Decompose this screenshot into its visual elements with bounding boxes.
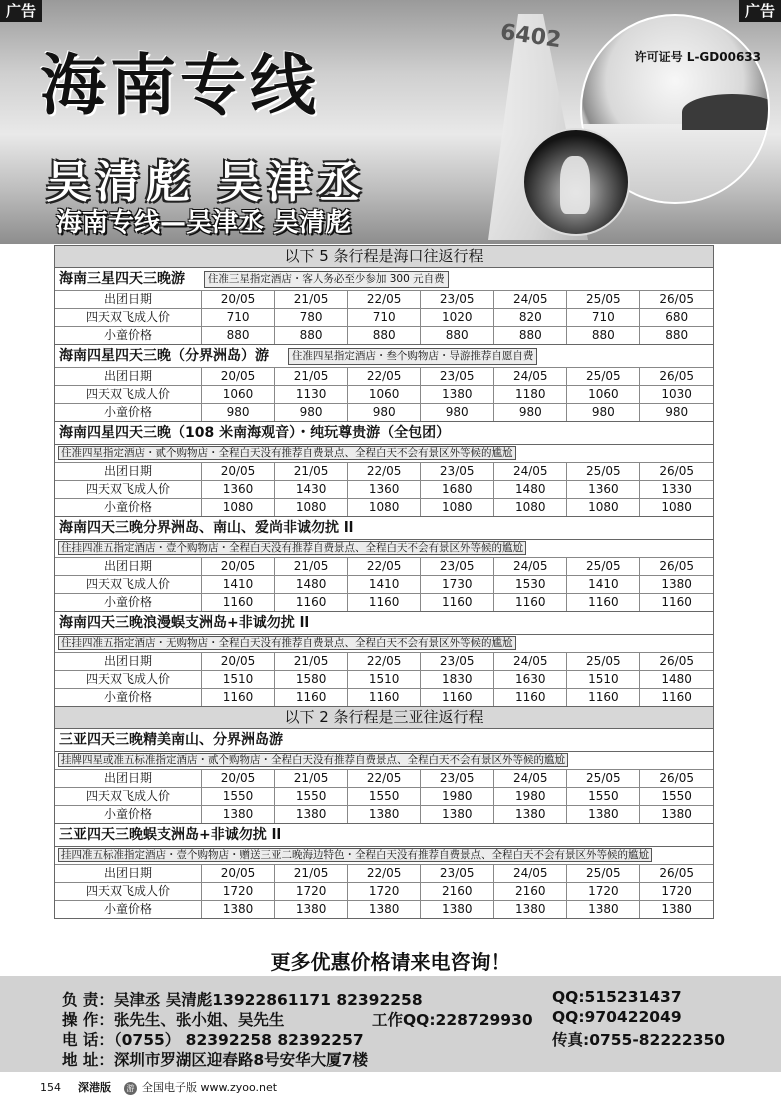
price-cell: 1160 [348,594,421,612]
price-cell: 1410 [202,576,275,594]
row-label: 出团日期 [55,865,202,883]
price-cell: 1380 [348,806,421,824]
price-cell: 1160 [421,689,494,707]
price-cell: 1160 [640,594,713,612]
route-block [55,344,713,421]
date-cell: 25/05 [567,770,640,788]
date-cell: 26/05 [640,463,713,481]
date-cell: 25/05 [567,463,640,481]
price-cell: 1380 [567,901,640,919]
date-cell: 21/05 [275,558,348,576]
contact-qq-2: QQ:970422049 [552,1008,682,1026]
page-title: 海南专线 [40,46,320,124]
price-cell: 1160 [567,689,640,707]
row-label: 小童价格 [55,404,202,422]
route-block [55,729,713,823]
child-row [55,806,713,824]
price-cell: 980 [640,404,713,422]
price-cell: 1510 [348,671,421,689]
date-row [55,463,713,481]
price-cell: 980 [275,404,348,422]
child-row [55,327,713,345]
date-cell: 20/05 [202,368,275,386]
date-row [55,653,713,671]
contact-fax: 传真:0755-82222350 [552,1031,726,1049]
date-cell: 21/05 [275,368,348,386]
contact-work-qq: 工作QQ:228729930 [372,1011,533,1029]
route-title: 海南四星四天三晚（108 米南海观音）・纯玩尊贵游（全包团） [59,425,451,441]
price-cell: 2160 [494,883,567,901]
route-note: 住挂四准五指定酒店・无购物店・全程白天没有推荐自费景点、全程白天不会有景区外等候的尴尬 [58,636,516,650]
route-note: 住挂四准五指定酒店・壹个购物店・全程白天没有推荐自费景点、全程白天不会有景区外等候的尴尬 [58,541,526,555]
price-cell: 1530 [494,576,567,594]
ad-label-right: 广告 [739,0,781,22]
date-row [55,291,713,309]
row-label: 出团日期 [55,770,202,788]
row-label: 出团日期 [55,368,202,386]
price-cell: 1020 [421,309,494,327]
date-cell: 21/05 [275,653,348,671]
price-cell: 1550 [348,788,421,806]
row-label: 四天双飞成人价 [55,576,202,594]
page-footer [0,1076,781,1100]
row-label: 四天双飞成人价 [55,386,202,404]
price-cell: 1160 [421,594,494,612]
statue-figure [560,156,590,214]
route-price-grid [55,769,713,823]
price-cell: 1080 [202,499,275,517]
route-title: 海南四天三晚浪漫蜈支洲岛+非诚勿扰 ll [59,615,310,631]
date-cell: 23/05 [421,865,494,883]
date-cell: 24/05 [494,770,567,788]
row-label: 小童价格 [55,689,202,707]
date-cell: 21/05 [275,865,348,883]
price-cell: 1980 [494,788,567,806]
price-cell: 880 [567,327,640,345]
row-label: 小童价格 [55,594,202,612]
route-note: 挂四准五标准指定酒店・壹个购物店・赠送三亚二晚海边特色・全程白天没有推荐自费景点、全程白天不会有景区外等候的尴尬 [58,848,652,862]
price-cell: 1480 [275,576,348,594]
price-cell: 880 [348,327,421,345]
route-title [55,345,713,367]
contact-address: 地 址：深圳市罗湖区迎春路8号安华大厦7楼 [62,1051,368,1069]
route-price-grid [55,652,713,706]
price-cell: 880 [640,327,713,345]
price-cell: 980 [567,404,640,422]
price-cell: 1080 [640,499,713,517]
adult-row [55,883,713,901]
contact-phone: 电 话：（0755） 82392258 82392257 [62,1031,364,1049]
adult-row [55,481,713,499]
route-title: 三亚四天三晚精美南山、分界洲岛游 [59,732,283,748]
website-link[interactable]: 全国电子版 www.zyoo.net [142,1081,278,1094]
price-cell: 1380 [348,901,421,919]
date-cell: 26/05 [640,291,713,309]
row-label: 四天双飞成人价 [55,788,202,806]
price-cell: 1830 [421,671,494,689]
row-label: 出团日期 [55,463,202,481]
price-cell: 710 [348,309,421,327]
price-cell: 1720 [567,883,640,901]
price-cell: 1160 [348,689,421,707]
route-block [55,611,713,706]
date-cell: 22/05 [348,770,421,788]
price-cell: 1080 [421,499,494,517]
route-note: 挂牌四星或准五标准指定酒店・贰个购物店・全程白天没有推荐自费景点、全程白天不会有景区外等候的尴尬 [58,753,568,767]
date-row [55,770,713,788]
price-cell: 1480 [494,481,567,499]
price-cell: 1380 [202,806,275,824]
date-cell: 23/05 [421,368,494,386]
price-cell: 980 [421,404,494,422]
price-cell: 1380 [275,806,348,824]
route-price-grid [55,290,713,344]
section-header-haikou: 以下 5 条行程是海口往返行程 [55,246,713,268]
price-cell: 1720 [275,883,348,901]
date-cell: 26/05 [640,558,713,576]
date-cell: 22/05 [348,653,421,671]
date-cell: 21/05 [275,770,348,788]
price-table [54,245,714,919]
row-label: 小童价格 [55,901,202,919]
child-row [55,901,713,919]
date-cell: 21/05 [275,291,348,309]
ad-label-left: 广告 [0,0,42,22]
row-label: 出团日期 [55,558,202,576]
route-block [55,421,713,516]
date-cell: 23/05 [421,770,494,788]
price-cell: 1080 [275,499,348,517]
date-row [55,558,713,576]
date-cell: 26/05 [640,865,713,883]
route-block [55,516,713,611]
price-cell: 1380 [275,901,348,919]
price-cell: 780 [275,309,348,327]
route-note: 住准四星指定酒店・贰个购物店・全程白天没有推荐自费景点、全程白天不会有景区外等候的尴尬 [58,446,516,460]
price-cell: 1580 [275,671,348,689]
date-cell: 24/05 [494,865,567,883]
section-header-sanya: 以下 2 条行程是三亚往返行程 [55,706,713,729]
price-cell: 1410 [348,576,421,594]
hero-banner [0,0,781,244]
price-cell: 1160 [202,689,275,707]
price-cell: 1030 [640,386,713,404]
price-cell: 980 [202,404,275,422]
date-cell: 20/05 [202,463,275,481]
price-cell: 1160 [202,594,275,612]
price-cell: 1160 [640,689,713,707]
price-cell: 880 [421,327,494,345]
date-cell: 22/05 [348,463,421,481]
price-cell: 1380 [640,576,713,594]
date-cell: 23/05 [421,653,494,671]
route-block [55,823,713,918]
date-cell: 21/05 [275,463,348,481]
statue-photo [522,128,630,236]
island-shape [682,94,770,130]
price-cell: 1380 [421,806,494,824]
contact-operator: 操 作：张先生、张小姐、吴先生 [62,1011,285,1029]
price-cell: 1380 [421,901,494,919]
price-cell: 1410 [567,576,640,594]
child-row [55,689,713,707]
route-note-bar [55,846,713,864]
subtitle: 海南专线—吴津丞 吴清彪 [56,208,352,238]
date-cell: 20/05 [202,865,275,883]
price-cell: 980 [348,404,421,422]
price-cell: 1160 [567,594,640,612]
contact-box [0,976,781,1072]
date-cell: 23/05 [421,291,494,309]
sail-number: 6402 [498,19,563,54]
price-cell: 1550 [640,788,713,806]
price-cell: 1160 [494,594,567,612]
route-title [55,268,713,290]
price-cell: 1080 [348,499,421,517]
price-cell: 1980 [421,788,494,806]
route-price-grid [55,367,713,421]
date-row [55,865,713,883]
price-cell: 880 [202,327,275,345]
price-cell: 1380 [494,901,567,919]
price-cell: 1550 [202,788,275,806]
price-cell: 1380 [421,386,494,404]
row-label: 出团日期 [55,291,202,309]
price-cell: 1330 [640,481,713,499]
route-price-grid [55,462,713,516]
date-cell: 24/05 [494,463,567,481]
date-cell: 25/05 [567,558,640,576]
date-cell: 25/05 [567,865,640,883]
price-cell: 1160 [494,689,567,707]
route-note: 住准三星指定酒店・客人务必至少参加 300 元自费 [204,271,449,288]
row-label: 出团日期 [55,653,202,671]
child-row [55,404,713,422]
date-cell: 22/05 [348,865,421,883]
price-cell: 1550 [567,788,640,806]
date-cell: 22/05 [348,368,421,386]
route-price-grid [55,557,713,611]
date-cell: 24/05 [494,291,567,309]
price-cell: 710 [567,309,640,327]
date-cell: 23/05 [421,558,494,576]
child-row [55,594,713,612]
price-cell: 1130 [275,386,348,404]
price-cell: 1380 [640,806,713,824]
date-cell: 20/05 [202,653,275,671]
price-cell: 1380 [567,806,640,824]
price-cell: 1060 [567,386,640,404]
route-note-bar [55,634,713,652]
date-cell: 25/05 [567,653,640,671]
route-note: 住准四星指定酒店・叁个购物店・导游推荐自愿自费 [288,348,538,365]
row-label: 小童价格 [55,499,202,517]
price-cell: 1080 [567,499,640,517]
adult-row [55,309,713,327]
price-cell: 1160 [275,689,348,707]
price-cell: 1510 [202,671,275,689]
route-block [55,268,713,344]
price-cell: 1680 [421,481,494,499]
names-heading: 吴清彪 吴津丞 [46,157,368,208]
page-number: 154 [40,1081,61,1094]
price-cell: 1550 [275,788,348,806]
date-cell: 22/05 [348,558,421,576]
price-cell: 710 [202,309,275,327]
price-cell: 1180 [494,386,567,404]
date-cell: 25/05 [567,291,640,309]
price-cell: 1630 [494,671,567,689]
price-cell: 1380 [640,901,713,919]
row-label: 四天双飞成人价 [55,883,202,901]
route-note-bar [55,444,713,462]
route-title: 三亚四天三晚蜈支洲岛+非诚勿扰 ll [59,827,282,843]
contact-manager: 负 责：吴津丞 吴清彪13922861171 82392258 [62,991,423,1009]
price-cell: 880 [494,327,567,345]
row-label: 小童价格 [55,806,202,824]
contact-qq-1: QQ:515231437 [552,988,682,1006]
row-label: 小童价格 [55,327,202,345]
route-title: 海南四天三晚分界洲岛、南山、爱尚非诚勿扰 ll [59,520,354,536]
price-cell: 1720 [202,883,275,901]
route-note-bar [55,751,713,769]
price-cell: 1730 [421,576,494,594]
date-cell: 20/05 [202,291,275,309]
adult-row [55,788,713,806]
price-cell: 880 [275,327,348,345]
date-cell: 20/05 [202,558,275,576]
date-cell: 26/05 [640,368,713,386]
price-cell: 1720 [640,883,713,901]
adult-row [55,671,713,689]
row-label: 四天双飞成人价 [55,671,202,689]
price-cell: 1430 [275,481,348,499]
more-info-text: 更多优惠价格请来电咨询！ [270,950,511,974]
adult-row [55,386,713,404]
date-cell: 22/05 [348,291,421,309]
price-cell: 1480 [640,671,713,689]
contact-row-manager [62,988,423,1010]
route-price-grid [55,864,713,918]
contact-row-operator [62,1008,284,1030]
adult-row [55,576,713,594]
price-cell: 1060 [202,386,275,404]
date-cell: 26/05 [640,653,713,671]
date-cell: 20/05 [202,770,275,788]
price-cell: 2160 [421,883,494,901]
date-cell: 23/05 [421,463,494,481]
route-title-text: 海南三星四天三晚游 [59,271,185,287]
route-note-bar [55,539,713,557]
edition-label: 深港版 [78,1081,111,1094]
price-cell: 1360 [567,481,640,499]
zyoo-logo-icon: 游 [124,1082,137,1095]
price-cell: 980 [494,404,567,422]
price-cell: 820 [494,309,567,327]
price-cell: 1380 [494,806,567,824]
date-row [55,368,713,386]
price-cell: 1510 [567,671,640,689]
price-cell: 1360 [202,481,275,499]
price-cell: 1360 [348,481,421,499]
date-cell: 25/05 [567,368,640,386]
row-label: 四天双飞成人价 [55,309,202,327]
date-cell: 26/05 [640,770,713,788]
child-row [55,499,713,517]
price-cell: 1160 [275,594,348,612]
route-title-text: 海南四星四天三晚（分界洲岛）游 [59,348,269,364]
price-cell: 1080 [494,499,567,517]
date-cell: 24/05 [494,653,567,671]
date-cell: 24/05 [494,368,567,386]
license-number: 许可证号 L-GD00633 [634,50,761,64]
price-cell: 1060 [348,386,421,404]
row-label: 四天双飞成人价 [55,481,202,499]
date-cell: 24/05 [494,558,567,576]
price-cell: 680 [640,309,713,327]
price-cell: 1380 [202,901,275,919]
price-cell: 1720 [348,883,421,901]
